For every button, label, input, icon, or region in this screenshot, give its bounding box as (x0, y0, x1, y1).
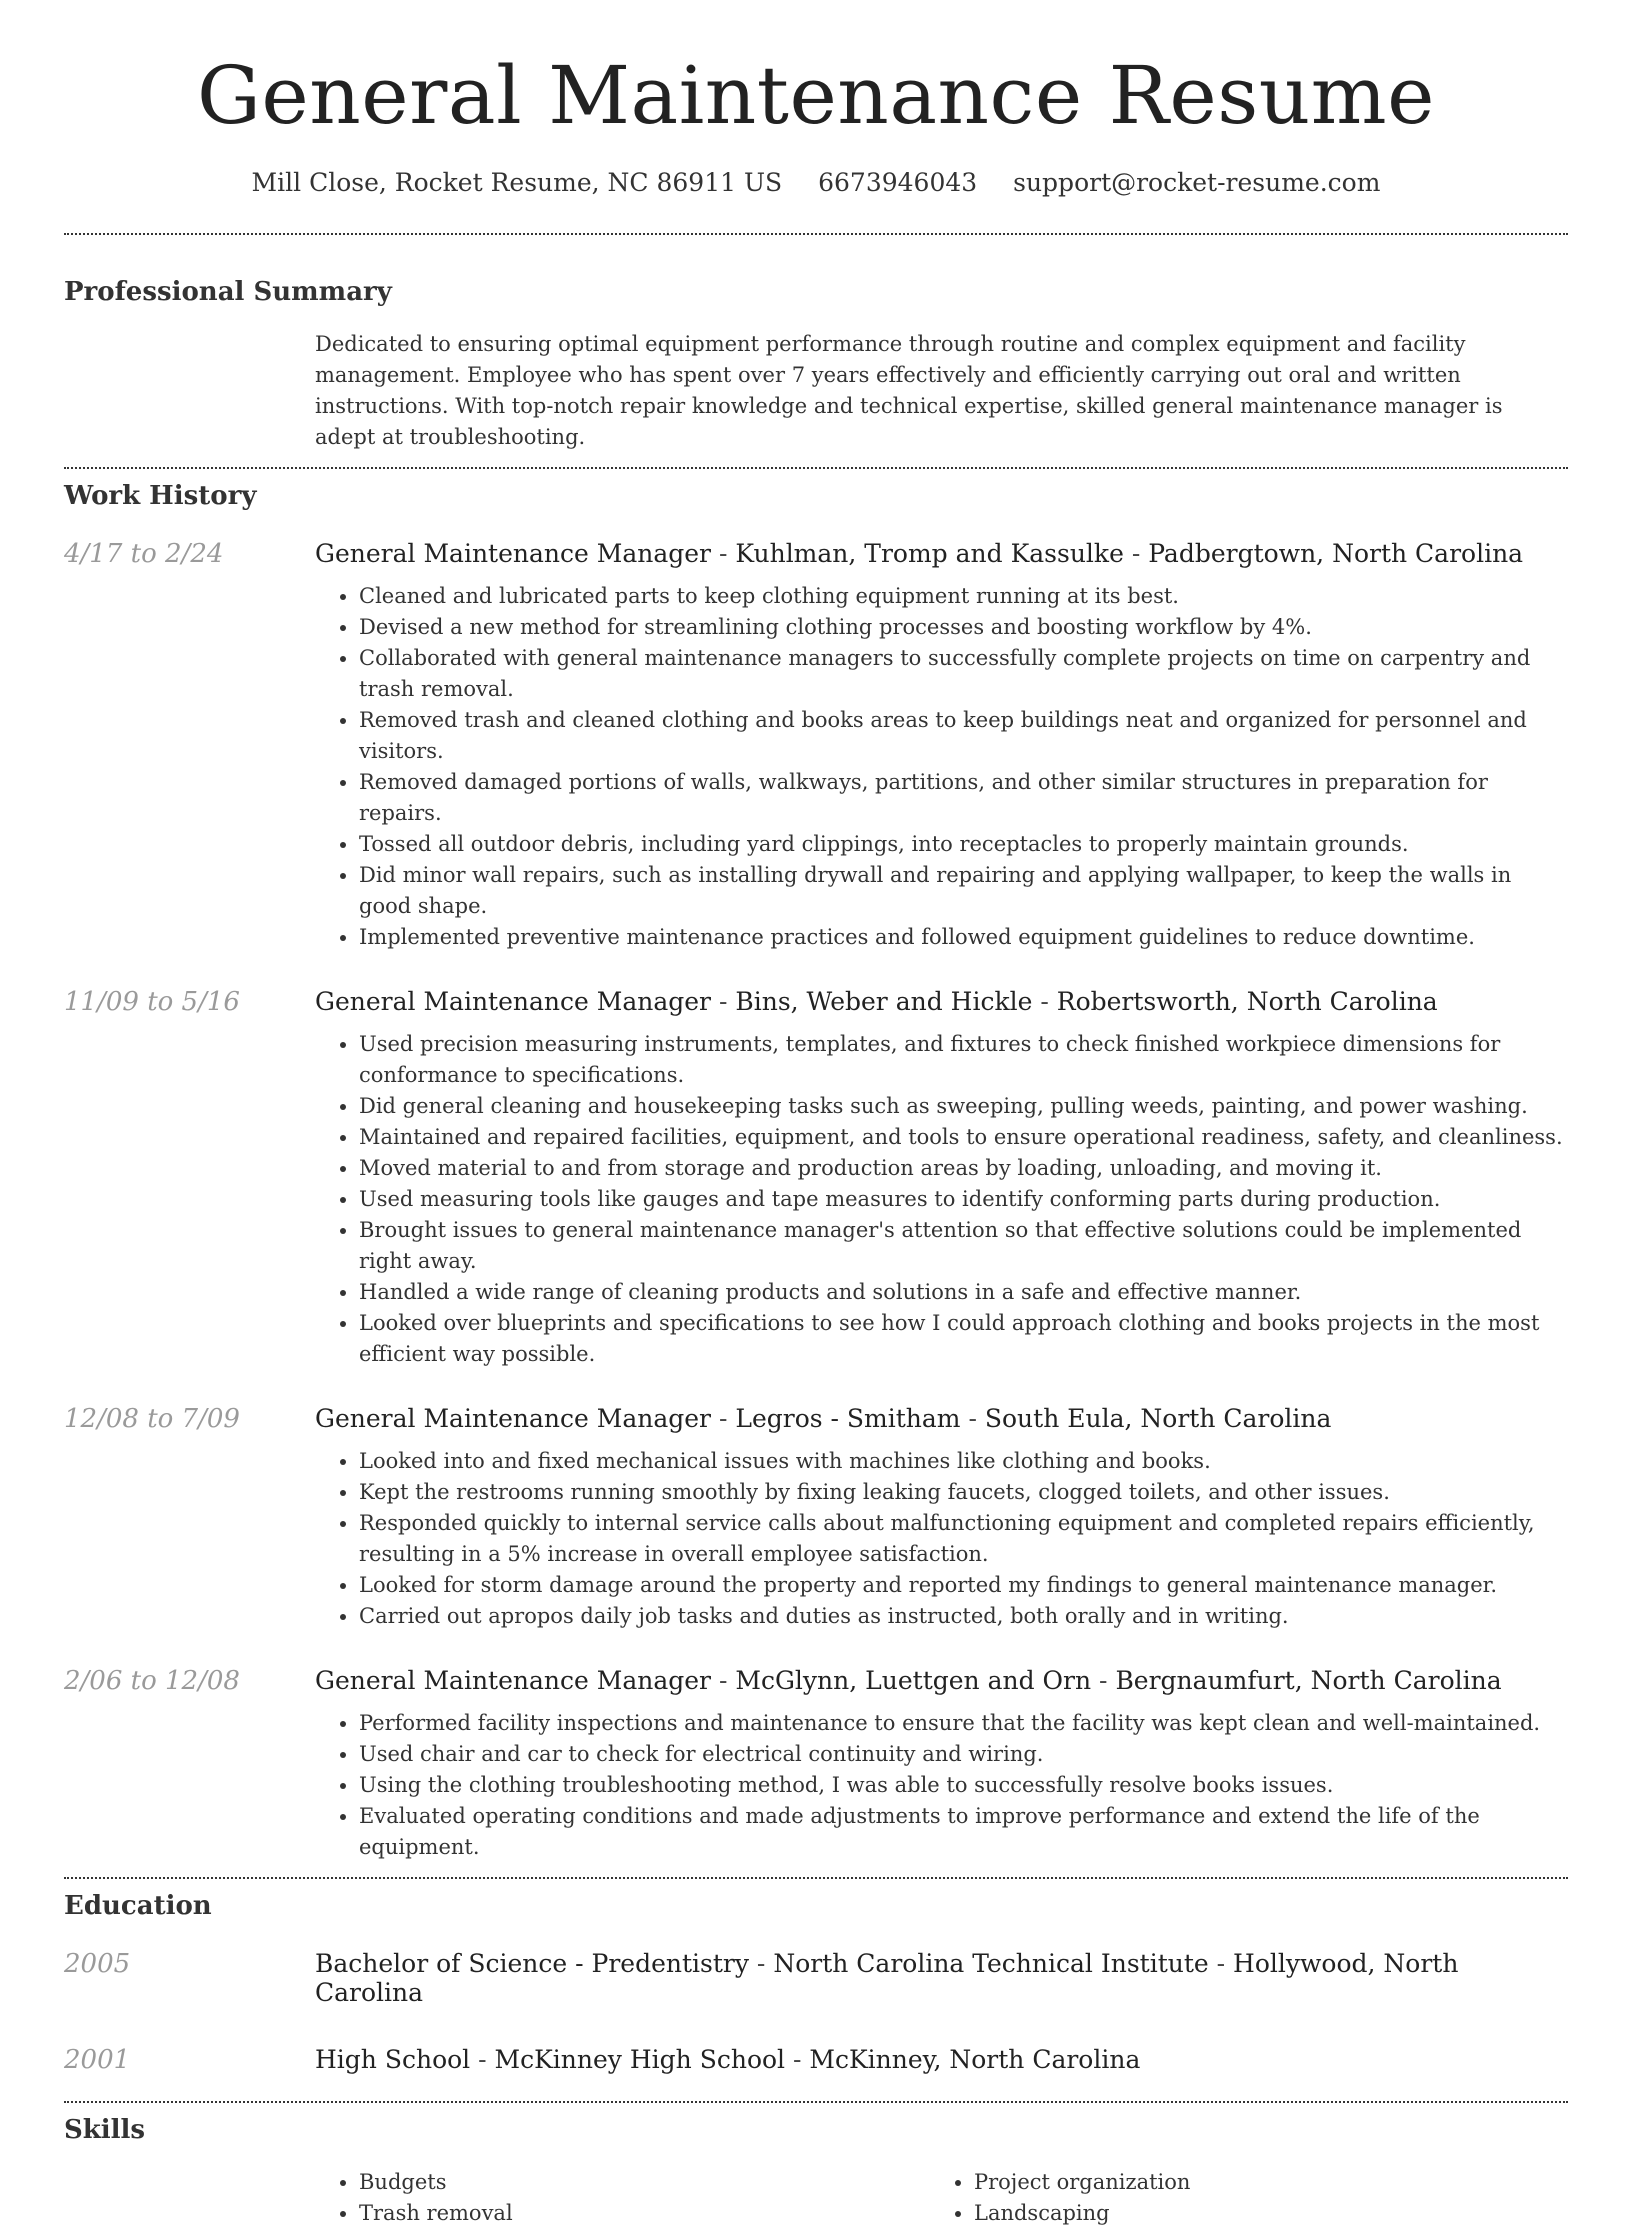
education-year: 2005 (64, 1949, 131, 1979)
job-title: General Maintenance Manager (315, 1404, 712, 1433)
job-bullets (315, 581, 1568, 953)
job-bullets (315, 1029, 1568, 1370)
job-bullet: • Cleaned and lubricated parts to keep clothing equipment running at its best. (359, 581, 1568, 612)
job-location: Padbergtown, North Carolina (1148, 539, 1524, 568)
job-bullet: • Used precision measuring instruments, templates, and fixtures to check finished workpiece dimensions for conformance to specifications. (359, 1029, 1568, 1091)
education-section (64, 1891, 1568, 2101)
job-bullets (315, 1708, 1568, 1863)
education-entry (64, 2045, 1568, 2075)
job-bullet: • Devised a new method for streamlining clothing processes and boosting workflow by 4%. (359, 612, 1568, 643)
section-title-work: Work History (64, 481, 257, 511)
job-bullet: • Did minor wall repairs, such as installing drywall and repairing and applying wallpaper, to keep the walls in good shape. (359, 860, 1568, 922)
job-entry (64, 1666, 1568, 1863)
job-title: General Maintenance Manager (315, 1666, 712, 1695)
job-dates: 11/09 to 5/16 (64, 987, 240, 1017)
job-bullet: • Collaborated with general maintenance managers to successfully complete projects on time on carpentry and trash removal. (359, 643, 1568, 705)
contact-line (64, 168, 1568, 197)
section-divider (64, 1877, 1568, 1879)
job-heading: General Maintenance Manager - Bins, Weber and Hickle - Robertsworth, North Carolina (315, 987, 1438, 1016)
job-header (64, 987, 1568, 1017)
job-dates: 12/08 to 7/09 (64, 1404, 240, 1434)
resume-header (64, 0, 1568, 197)
work-history-section (64, 481, 1568, 1877)
job-company: McGlynn, Luettgen and Orn (735, 1666, 1092, 1695)
job-header (64, 1404, 1568, 1434)
education-degree: High School (315, 2045, 471, 2074)
education-location: McKinney, North Carolina (809, 2045, 1141, 2074)
skill-item: • Landscaping (974, 2198, 1545, 2229)
job-dates: 2/06 to 12/08 (64, 1666, 240, 1696)
job-entry (64, 987, 1568, 1370)
skills-column-right (930, 2167, 1545, 2229)
job-bullet: • Performed facility inspections and maintenance to ensure that the facility was kept clean and well-maintained. (359, 1708, 1568, 1739)
education-degree: Bachelor of Science - Predentistry (315, 1949, 749, 1978)
job-bullet: • Moved material to and from storage and production areas by loading, unloading, and moving it. (359, 1153, 1568, 1184)
summary-text: Dedicated to ensuring optimal equipment performance through routine and complex equipment and facility management. Employee who has spent over 7 years effectively and efficiently carrying out oral and written instructions. With top-notch repair knowledge and technical expertise, skilled general maintenance manager is adept at troubleshooting. (315, 332, 1503, 449)
job-entry (64, 1404, 1568, 1632)
education-school: North Carolina Technical Institute (773, 1949, 1209, 1978)
job-company: Legros - Smitham (735, 1404, 961, 1433)
skills-columns (315, 2167, 1568, 2229)
job-bullet: • Removed trash and cleaned clothing and books areas to keep buildings neat and organized for personnel and visitors. (359, 705, 1568, 767)
job-bullet: • Kept the restrooms running smoothly by fixing leaking faucets, clogged toilets, and other issues. (359, 1477, 1568, 1508)
job-location: Robertsworth, North Carolina (1056, 987, 1438, 1016)
job-company: Kuhlman, Tromp and Kassulke (735, 539, 1124, 568)
contact-phone: 6673946043 (818, 168, 978, 197)
job-bullets (315, 1446, 1568, 1632)
job-dates: 4/17 to 2/24 (64, 539, 224, 569)
education-school: McKinney High School (494, 2045, 786, 2074)
skill-item: • Trash removal (359, 2198, 930, 2229)
section-title-skills: Skills (64, 2115, 146, 2145)
job-bullet: • Implemented preventive maintenance practices and followed equipment guidelines to reduce downtime. (359, 922, 1568, 953)
skill-item: • Project organization (974, 2167, 1545, 2198)
job-bullet: • Carried out apropos daily job tasks and duties as instructed, both orally and in writing. (359, 1601, 1568, 1632)
job-heading: General Maintenance Manager - Legros - Smitham - South Eula, North Carolina (315, 1404, 1332, 1433)
job-bullet: • Handled a wide range of cleaning products and solutions in a safe and effective manner. (359, 1277, 1568, 1308)
education-entry (64, 1949, 1568, 2007)
job-title: General Maintenance Manager (315, 539, 712, 568)
job-company: Bins, Weber and Hickle (735, 987, 1033, 1016)
professional-summary-section (64, 277, 1568, 467)
job-bullet: • Used measuring tools like gauges and tape measures to identify conforming parts during production. (359, 1184, 1568, 1215)
job-header (64, 1666, 1568, 1696)
job-bullet: • Used chair and car to check for electrical continuity and wiring. (359, 1739, 1568, 1770)
job-bullet: • Looked for storm damage around the property and reported my findings to general maintenance manager. (359, 1570, 1568, 1601)
job-bullet: • Maintained and repaired facilities, equipment, and tools to ensure operational readiness, safety, and cleanliness. (359, 1122, 1568, 1153)
contact-email: support@rocket-resume.com (1013, 168, 1381, 197)
job-entry (64, 539, 1568, 953)
job-heading: General Maintenance Manager - Kuhlman, Tromp and Kassulke - Padbergtown, North Carolina (315, 539, 1524, 568)
section-title-education: Education (64, 1891, 212, 1921)
resume-title: General Maintenance Resume (197, 49, 1435, 142)
job-bullet: • Using the clothing troubleshooting method, I was able to successfully resolve books issues. (359, 1770, 1568, 1801)
job-bullet: • Brought issues to general maintenance manager's attention so that effective solutions could be implemented right away. (359, 1215, 1568, 1277)
job-location: South Eula, North Carolina (984, 1404, 1332, 1433)
job-bullet: • Looked into and fixed mechanical issues with machines like clothing and books. (359, 1446, 1568, 1477)
education-heading: High School - McKinney High School - McKinney, North Carolina (315, 2045, 1141, 2074)
job-header (64, 539, 1568, 569)
section-title-summary: Professional Summary (64, 277, 392, 307)
job-heading: General Maintenance Manager - McGlynn, Luettgen and Orn - Bergnaumfurt, North Carolina (315, 1666, 1502, 1695)
skills-section (64, 2115, 1568, 2229)
job-bullet: • Responded quickly to internal service calls about malfunctioning equipment and completed repairs efficiently, resulting in a 5% increase in overall employee satisfaction. (359, 1508, 1568, 1570)
education-heading: Bachelor of Science - Predentistry - North Carolina Technical Institute - Hollywood, North Carolina (315, 1949, 1459, 2007)
section-divider (64, 2101, 1568, 2103)
education-location: Hollywood, North Carolina (315, 1949, 1459, 2007)
section-divider (64, 467, 1568, 469)
education-year: 2001 (64, 2045, 131, 2075)
job-bullet: • Removed damaged portions of walls, walkways, partitions, and other similar structures in preparation for repairs. (359, 767, 1568, 829)
section-divider (64, 233, 1568, 235)
job-title: General Maintenance Manager (315, 987, 712, 1016)
job-bullet: • Tossed all outdoor debris, including yard clippings, into receptacles to properly maintain grounds. (359, 829, 1568, 860)
skill-item: • Budgets (359, 2167, 930, 2198)
job-location: Bergnaumfurt, North Carolina (1115, 1666, 1502, 1695)
contact-address: Mill Close, Rocket Resume, NC 86911 US (251, 168, 783, 197)
job-bullet: • Looked over blueprints and specifications to see how I could approach clothing and books projects in the most efficient way possible. (359, 1308, 1568, 1370)
skills-column-left (315, 2167, 930, 2229)
job-bullet: • Did general cleaning and housekeeping tasks such as sweeping, pulling weeds, painting, and power washing. (359, 1091, 1568, 1122)
job-bullet: • Evaluated operating conditions and made adjustments to improve performance and extend the life of the equipment. (359, 1801, 1568, 1863)
